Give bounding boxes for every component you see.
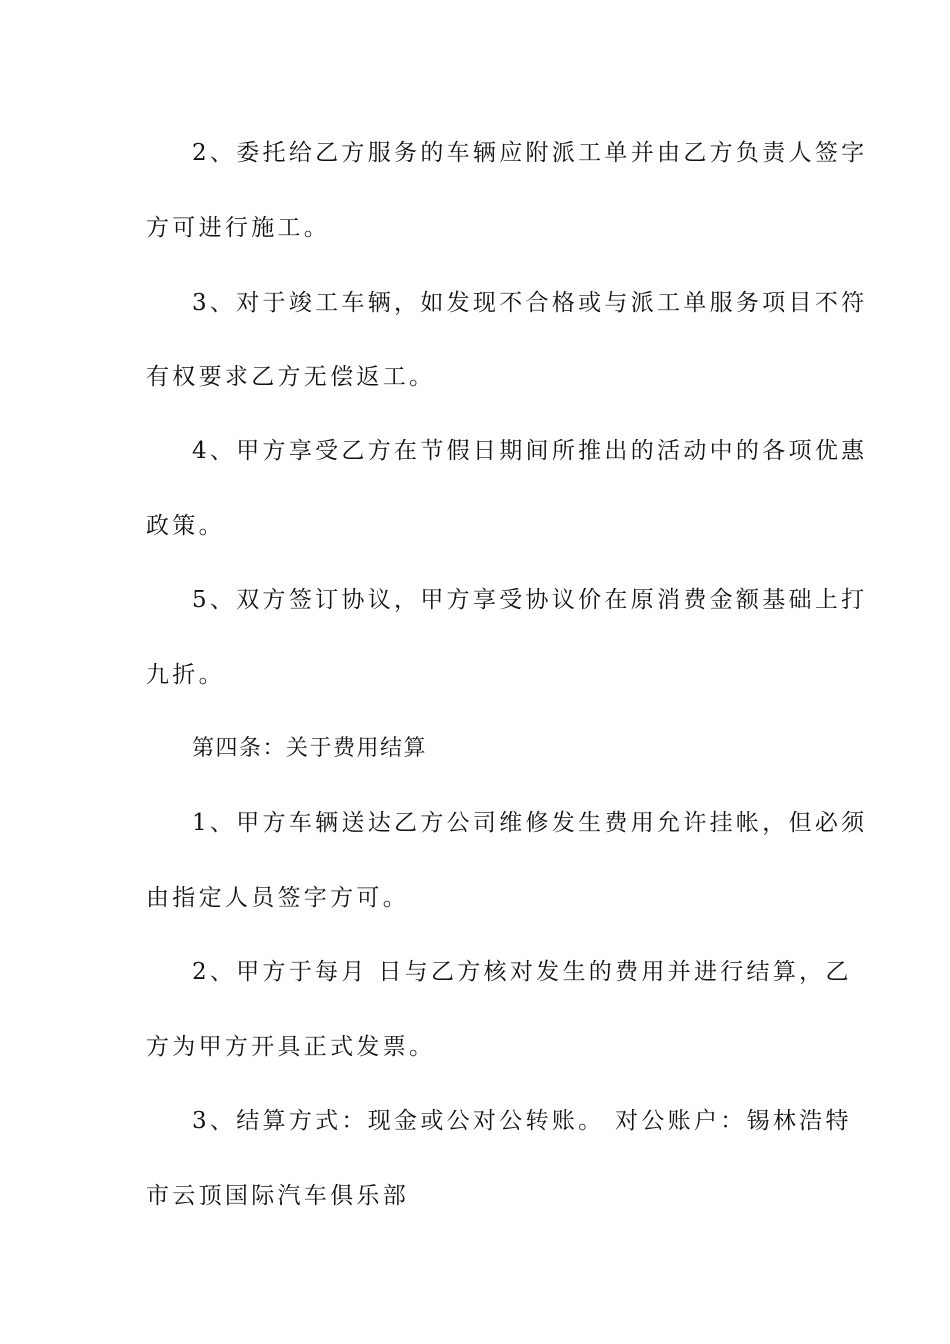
article-4-heading: 第四条：关于费用结算 — [192, 736, 428, 761]
settlement-1-line-1: 1、甲方车辆送达乙方公司维修发生费用允许挂帐，但必须 — [192, 810, 868, 836]
settlement-3-line-1: 3、结算方式：现金或公对公转账。 对公账户：锡林浩特 — [192, 1108, 852, 1134]
clause-4-line-2: 政策。 — [146, 513, 225, 539]
clause-3-line-2: 有权要求乙方无偿返工。 — [146, 364, 436, 390]
clause-3-line-1: 3、对于竣工车辆，如发现不合格或与派工单服务项目不符 — [192, 290, 868, 316]
settlement-2-line-1: 2、甲方于每月 日与乙方核对发生的费用并进行结算，乙 — [192, 959, 852, 985]
clause-2-line-1: 2、委托给乙方服务的车辆应附派工单并由乙方负责人签字 — [192, 140, 868, 166]
settlement-3-line-2: 市云顶国际汽车俱乐部 — [146, 1183, 409, 1209]
clause-4-line-1: 4、甲方享受乙方在节假日期间所推出的活动中的各项优惠 — [192, 438, 868, 464]
clause-2-line-2: 方可进行施工。 — [146, 215, 331, 241]
settlement-2-line-2: 方为甲方开具正式发票。 — [146, 1034, 436, 1060]
settlement-1-line-2: 由指定人员签字方可。 — [146, 885, 409, 911]
clause-5-line-1: 5、双方签订协议，甲方享受协议价在原消费金额基础上打 — [192, 587, 868, 613]
clause-5-line-2: 九折。 — [146, 662, 225, 688]
